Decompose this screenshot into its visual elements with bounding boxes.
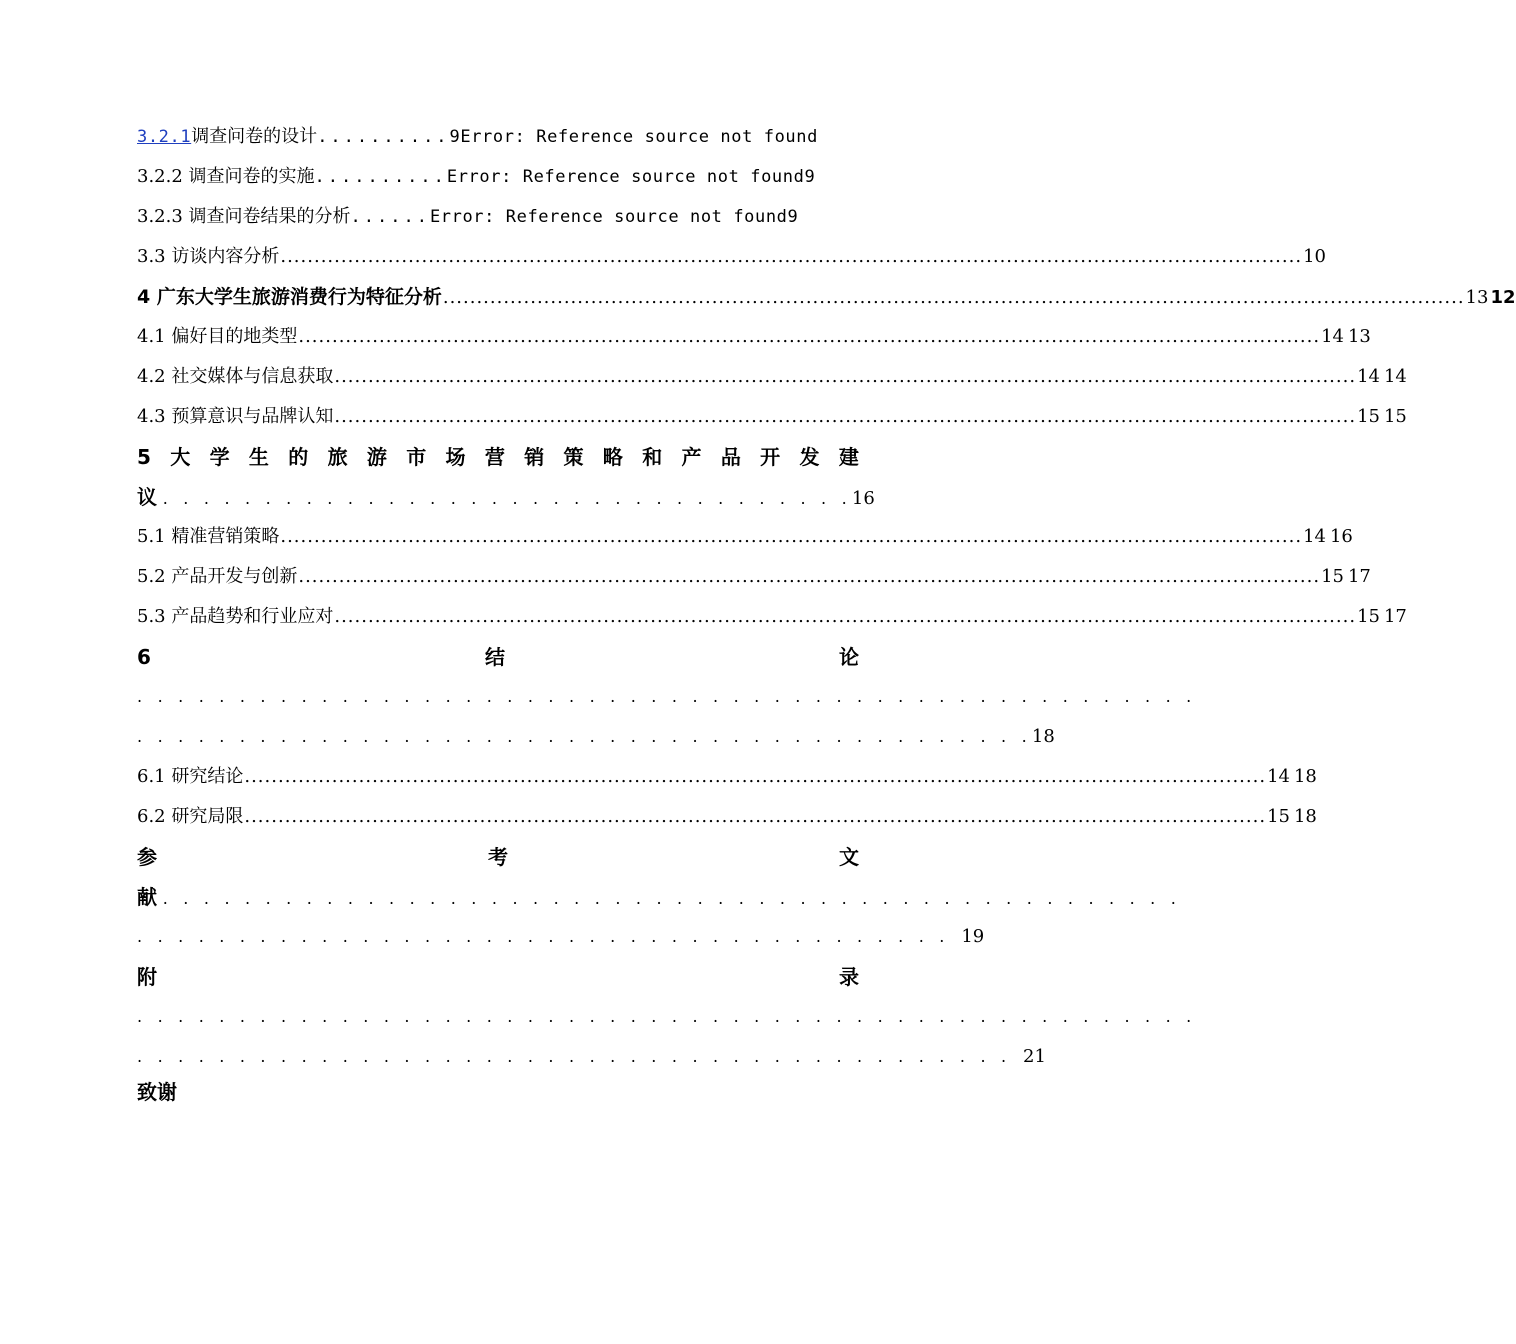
- toc-page-number: 15: [1357, 406, 1380, 427]
- toc-page-number: 16: [851, 488, 875, 509]
- heading-char: 的: [288, 445, 309, 469]
- toc-page-number: 14: [1321, 326, 1344, 347]
- toc-leader: [334, 402, 1356, 432]
- toc-entry-3-2-2[interactable]: [137, 162, 859, 192]
- toc-entry-4-2[interactable]: [137, 362, 1407, 392]
- toc-leader: . . . . . . . . . . . . . . . . . . . . . . . . . . . . . . . . . . . . . . . . . . . . . . . . . .: [162, 889, 1182, 908]
- toc-error-text: Error: Reference source not found: [460, 127, 818, 147]
- toc-page-number: 18: [1293, 806, 1317, 827]
- toc-entry-4-1[interactable]: [137, 322, 1371, 352]
- toc-link-3-2-1[interactable]: 3.2.1: [137, 127, 192, 147]
- toc-leader: [280, 522, 1302, 552]
- heading-char: 发: [799, 445, 820, 469]
- toc-entry-5-1[interactable]: [137, 522, 1353, 552]
- toc-entry-3-2-3[interactable]: [137, 202, 859, 232]
- toc-page-number: 15: [1321, 566, 1344, 587]
- toc-page-number: 14: [1267, 766, 1290, 787]
- toc-entry-acknowledgements[interactable]: [137, 1077, 859, 1107]
- heading-char: 论: [838, 645, 859, 669]
- toc-page-number: 9: [804, 167, 816, 187]
- heading-char: 游: [366, 445, 387, 469]
- toc-leader: . . . . . . . . . . . . . . . . . . . . . . . . . . . . . . . . . . . . . . . . . . .: [137, 1047, 1012, 1066]
- toc-page-number: 17: [1383, 606, 1407, 627]
- toc-page-number: 14: [1383, 366, 1407, 387]
- toc-leader: [244, 802, 1266, 832]
- toc-page-number: 15: [1267, 806, 1290, 827]
- toc-heading-title: 4 广东大学生旅游消费行为特征分析: [137, 286, 442, 308]
- toc-error-text: Error: Reference source not found: [429, 207, 788, 227]
- heading-char: 品: [720, 445, 741, 469]
- toc-leader: [244, 762, 1266, 792]
- heading-char: 参: [137, 845, 157, 869]
- heading-char: 销: [524, 445, 545, 469]
- toc-page-number: 19: [961, 926, 985, 947]
- toc-entry-4[interactable]: [137, 282, 1516, 312]
- toc-leader: [334, 362, 1356, 392]
- heading-char: 结: [484, 645, 505, 669]
- toc-page-number: 15: [1383, 406, 1407, 427]
- toc-entry-3-3[interactable]: [137, 242, 1326, 272]
- toc-page-number: 14: [1303, 526, 1326, 547]
- toc-title: 5.1 精准营销策略: [137, 526, 280, 547]
- toc-leader: [298, 562, 1320, 592]
- heading-char: 和: [642, 445, 663, 469]
- toc-entry-3-2-1[interactable]: [137, 122, 859, 152]
- toc-entry-5-3[interactable]: [137, 602, 1407, 632]
- heading-char: 场: [445, 445, 466, 469]
- toc-leader: . . . . . . . . . . . . . . . . . . . . . . . . . . . . . . . . . . . . . . . . . . . . . . . . . . . .: [137, 1007, 1197, 1026]
- toc-leader: ......: [350, 207, 430, 227]
- toc-entry-appendix-line2: [137, 1002, 1197, 1032]
- toc-entry-references-line2[interactable]: [137, 882, 1182, 912]
- toc-page-number: 17: [1347, 566, 1371, 587]
- toc-entry-6-2[interactable]: [137, 802, 1317, 832]
- heading-char: 旅: [327, 445, 348, 469]
- heading-char: 文: [839, 845, 859, 869]
- toc-page-number: 15: [1357, 606, 1380, 627]
- heading-char: 市: [406, 445, 427, 469]
- toc-page-number: 13: [1465, 287, 1489, 308]
- heading-char: 建: [838, 445, 859, 469]
- toc-title: 3.2.3 调查问卷结果的分析: [137, 206, 351, 227]
- toc-page-number: 9: [787, 207, 799, 227]
- toc-leader: [280, 242, 1302, 272]
- toc-page-number: 10: [1303, 246, 1326, 267]
- toc-entry-appendix-line1[interactable]: [137, 962, 859, 992]
- heading-char: 策: [563, 445, 584, 469]
- toc-page-number: 18: [1293, 766, 1317, 787]
- toc-page-number: 18: [1031, 726, 1055, 747]
- toc-leader: . . . . . . . . . . . . . . . . . . . . . . . . . . . . . . . . . . . . . . . . . . . . . . . . . . . .: [137, 687, 1197, 706]
- toc-title: 5.3 产品趋势和行业应对: [137, 606, 334, 627]
- toc-leader: [334, 602, 1356, 632]
- toc-entry-5-line2[interactable]: [137, 482, 875, 512]
- heading-char: 附: [137, 965, 157, 989]
- heading-char: 生: [248, 445, 269, 469]
- toc-title: 4.1 偏好目的地类型: [137, 326, 298, 347]
- toc-heading-title: 致谢: [137, 1080, 177, 1104]
- toc-title: 4.3 预算意识与品牌认知: [137, 406, 334, 427]
- heading-char: 产: [681, 445, 702, 469]
- toc-leader: ..........: [317, 127, 450, 147]
- toc-page-number: 13: [1347, 326, 1371, 347]
- toc-entry-6-line1[interactable]: [137, 642, 859, 672]
- toc-entry-appendix-line3[interactable]: [137, 1042, 1046, 1072]
- toc-title: 5.2 产品开发与创新: [137, 566, 298, 587]
- heading-char: 录: [839, 965, 859, 989]
- toc-entry-6-line2: [137, 682, 1197, 712]
- toc-page-number: 16: [1329, 526, 1353, 547]
- heading-char: 6: [137, 645, 151, 669]
- toc-leader: ..........: [314, 167, 447, 187]
- toc-leader: . . . . . . . . . . . . . . . . . . . . . . . . . . . . . . . . . . . . . . . . . . . .: [137, 727, 1032, 746]
- toc-entry-5-2[interactable]: [137, 562, 1371, 592]
- heading-char: 献: [137, 885, 157, 909]
- toc-leader: . . . . . . . . . . . . . . . . . . . . . . . . . . . . . . . . . .: [162, 489, 852, 508]
- toc-entry-5-line1[interactable]: [137, 442, 859, 472]
- toc-page-number: 21: [1023, 1046, 1046, 1067]
- heading-char: 考: [488, 845, 508, 869]
- toc-leader: [443, 283, 1465, 313]
- toc-entry-6-line3[interactable]: [137, 722, 1055, 752]
- toc-error-text: Error: Reference source not found: [446, 167, 805, 187]
- toc-entry-references-line1[interactable]: [137, 842, 859, 872]
- toc-title: 4.2 社交媒体与信息获取: [137, 366, 334, 387]
- heading-char: 学: [209, 445, 230, 469]
- toc-page-number-bold: 12: [1490, 287, 1516, 308]
- toc-leader: . . . . . . . . . . . . . . . . . . . . . . . . . . . . . . . . . . . . . . . .: [137, 927, 950, 946]
- toc-title: 3.2.2 调查问卷的实施: [137, 166, 315, 187]
- toc-page-number: 9: [449, 127, 461, 147]
- toc-title: 调查问卷的设计: [191, 126, 318, 147]
- toc-entry-references-line3[interactable]: [137, 922, 985, 952]
- heading-char: 议: [137, 485, 157, 509]
- heading-char: 5: [137, 445, 151, 469]
- toc-title: 6.2 研究局限: [137, 806, 244, 827]
- heading-char: 大: [170, 445, 191, 469]
- toc-title: 3.3 访谈内容分析: [137, 246, 280, 267]
- heading-char: 开: [760, 445, 781, 469]
- toc-leader: [298, 322, 1320, 352]
- toc-entry-6-1[interactable]: [137, 762, 1317, 792]
- toc-title: 6.1 研究结论: [137, 766, 244, 787]
- heading-char: 略: [602, 445, 623, 469]
- toc-page-number: 14: [1357, 366, 1380, 387]
- heading-char: 营: [484, 445, 505, 469]
- toc-entry-4-3[interactable]: [137, 402, 1407, 432]
